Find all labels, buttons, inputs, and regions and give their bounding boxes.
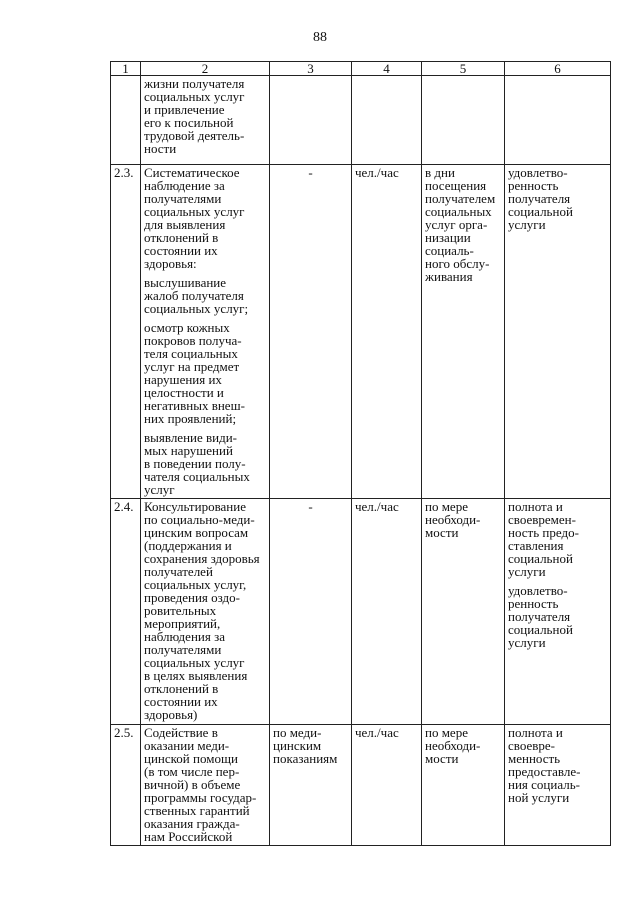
column-header: 4 (352, 62, 422, 76)
service-paragraph: осмотр кожных покровов получа- теля социальных услуг на предмет нарушения их целостности и негативных внеш- них проявлений; (144, 320, 245, 426)
service-name (141, 499, 270, 725)
service-unit (352, 76, 422, 165)
service-name (141, 725, 270, 846)
header-row (111, 62, 611, 76)
service-paragraph: Систематическое наблюдение за получателями социальных услуг для выявления отклонений в состоянии их здоровья: (144, 165, 245, 271)
column-header: 3 (270, 62, 352, 76)
table-row (111, 725, 611, 846)
service-norm (270, 76, 352, 165)
service-period: в дни посещения получателем социальных услуг орга- низации социаль- ного обслу- живания (422, 165, 505, 499)
service-criteria (505, 165, 611, 499)
row-number: 2.5. (111, 725, 141, 846)
criteria-paragraph: удовлетво- ренность получателя социальной услуги (508, 583, 573, 650)
service-period: по мере необходи- мости (422, 725, 505, 846)
criteria-paragraph: удовлетво- ренность получателя социальной услуги (508, 165, 573, 232)
service-paragraph: Содействие в оказании меди- цинской помощи (в том числе пер- вичной) в объеме программы государ- ственных гарантий оказания гражда- нам Российской (144, 725, 257, 844)
criteria-paragraph: полнота и своевре- менность предоставле- ния социаль- ной услуги (508, 725, 581, 805)
table-row (111, 165, 611, 499)
table-row (111, 76, 611, 165)
service-paragraph: жизни получателя социальных услуг и привлечение его к посильной трудовой деятель- ности (144, 76, 245, 156)
service-criteria (505, 499, 611, 725)
service-criteria (505, 76, 611, 165)
service-norm: по меди- цинским показаниям (270, 725, 352, 846)
service-unit: чел./час (352, 165, 422, 499)
column-header: 2 (141, 62, 270, 76)
service-name (141, 76, 270, 165)
service-unit: чел./час (352, 725, 422, 846)
service-paragraph: Консультирование по социально-меди- цинским вопросам (поддержания и сохранения здоровья получателей социальных услуг, проведения оздо- ровительных мероприятий, наблюдения за получателями социальных услуг в целях выявления отклонений в состоянии их здоровья) (144, 499, 260, 722)
services-table (110, 61, 611, 846)
service-name (141, 165, 270, 499)
service-paragraph: выявление види- мых нарушений в поведении полу- чателя социальных услуг (144, 430, 250, 497)
column-header: 5 (422, 62, 505, 76)
service-criteria (505, 725, 611, 846)
service-norm: - (270, 499, 352, 725)
service-period: по мере необходи- мости (422, 499, 505, 725)
column-header: 6 (505, 62, 611, 76)
criteria-paragraph: полнота и своевремен- ность предо- ставления социальной услуги (508, 499, 579, 579)
table-row (111, 499, 611, 725)
row-number: 2.3. (111, 165, 141, 499)
service-unit: чел./час (352, 499, 422, 725)
row-number: 2.4. (111, 499, 141, 725)
page-number: 88 (313, 30, 327, 45)
service-norm: - (270, 165, 352, 499)
service-period (422, 76, 505, 165)
column-header: 1 (111, 62, 141, 76)
service-paragraph: выслушивание жалоб получателя социальных услуг; (144, 275, 249, 316)
row-number (111, 76, 141, 165)
